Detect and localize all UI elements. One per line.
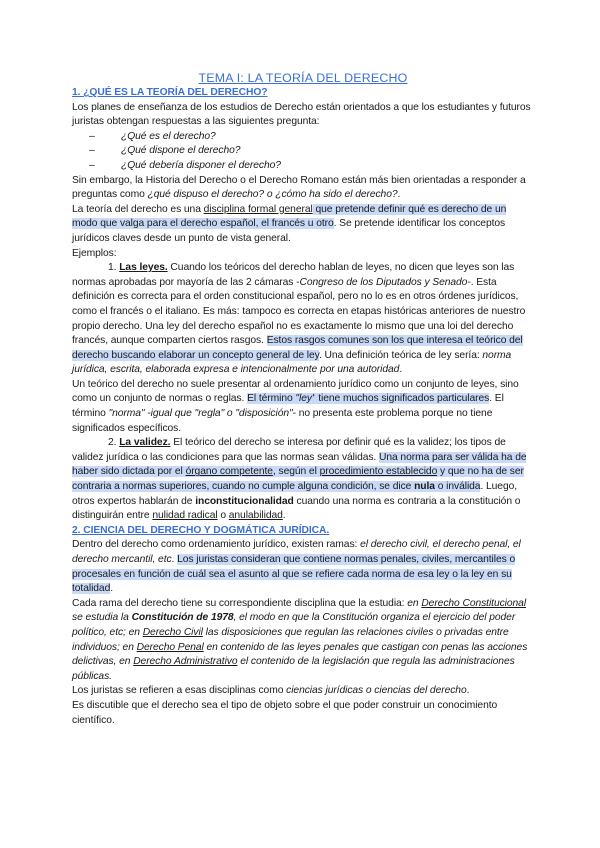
list-item: – ¿Qué dispone el derecho? <box>89 144 534 159</box>
paragraph: Sin embargo, la Historia del Derecho o el Derecho Romano están más bien orientadas a responder a preguntas como ¿qué dispuso el derecho? o ¿cómo ha sido el derecho?. <box>72 174 526 201</box>
questions-list <box>72 130 534 174</box>
section-1-intro: Los planes de enseñanza de los estudios de Derecho están orientados a que los estudiantes y futuros juristas obtengan respuestas a las siguientes pregunta: <box>72 101 531 128</box>
section-2-heading: 2. CIENCIA DEL DERECHO Y DOGMÁTICA JURÍDICA. <box>72 524 330 536</box>
document-page <box>72 70 534 728</box>
paragraph: La teoría del derecho es una disciplina formal general que pretende definir qué es derecho de un modo que valga para el derecho español, el francés u otro. Se pretende identificar los conceptos jurídicos claves desde un punto de vista general. <box>72 203 507 244</box>
document-title: TEMA I: LA TEORÍA DEL DERECHO <box>198 71 408 85</box>
highlight: Una norma para ser válida ha de haber sido dictada por el <box>72 451 527 478</box>
highlight: pretende definir qué es derecho de un modo que valga para el derecho español, el francés u otro <box>72 203 507 230</box>
paragraph: Cada rama del derecho tiene su correspondiente disciplina que la estudia: en Derecho Constitucional se estudia la Constitución de 1978, el modo en que la Constitución organiza el ejercicio del poder político, etc; en Derecho Civil las disposiciones que regulan las relaciones civiles o privadas entre individuos; en Derecho Penal en contenido de las leyes penales que castigan con penas las acciones delictivas, en Derecho Administrativo el contenido de la legislación que regula las administraciones públicas. <box>72 597 528 682</box>
example-validez: 2. La validez. El teórico del derecho se interesa por definir qué es la validez; los tipos de validez jurídica o las condiciones para que las normas sean válidas. Una norma para ser válida ha de haber sido dictada por el órgano competente, según el procedimiento establecido y que no ha de ser contraria a normas superiores, cuando no cumple alguna condición, se dice nula o inválida. Luego, otros expertos hablarán de inconstitucionalidad cuando una norma es contraria a la constitución o distinguirán entre nulidad radical o anulabilidad. <box>72 437 527 522</box>
section-1-heading: 1. ¿QUÉ ES LA TEORÍA DEL DERECHO? <box>72 87 268 98</box>
paragraph: Un teórico del derecho no suele presentar al ordenamiento jurídico como un conjunto de leyes, sino como un conjunto de normas o reglas. El término "ley" tiene muchos significados particulares. El término "norma" -igual que "regla" o "disposición"- no presenta este problema porque no tiene significados específicos. <box>72 378 519 434</box>
paragraph: Es discutible que el derecho sea el tipo de objeto sobre el que poder construir un conocimiento científico. <box>72 699 498 726</box>
examples-label: Ejemplos: <box>72 247 117 259</box>
highlight: Los juristas consideran que contiene normas penales, civiles, mercantiles o procesales en función de cuál sea el asunto al que se refiere cada norma de esa ley o la ley en su totalidad <box>72 554 516 595</box>
example-leyes: 1. Las leyes. Cuando los teóricos del derecho hablan de leyes, no dicen que leyes son las normas aprobadas por mayoría de las 2 cámaras -Congreso de los Diputados y Senado-. Esta definición es correcta para el orden constitucional español, pero no lo es en otros órdenes jurídicos, como el francés o el italiano. Es más: tampoco es correcta en etapas históricas anteriores de nuestro propio derecho. Una ley del derecho español no es exactamente lo mismo que una loi del derecho francés, aunque comparten ciertos rasgos. Estos rasgos comunes son los que interesa el teórico del derecho buscando elaborar un concepto general de ley. Una definición teórica de ley sería: norma jurídica, escrita, elaborada expresa e intencionalmente por una autoridad. <box>72 262 526 376</box>
list-item: – ¿Qué es el derecho? <box>89 130 534 145</box>
paragraph: Los juristas se refieren a esas disciplinas como ciencias jurídicas o ciencias del derecho. <box>72 685 470 697</box>
list-item: – ¿Qué debería disponer el derecho? <box>89 159 534 174</box>
highlight: Estos rasgos comunes son los que interesa el teórico del derecho buscando elaborar un concepto general de ley <box>72 335 523 361</box>
highlight: tiene muchos significados particulares <box>315 393 490 405</box>
paragraph: Dentro del derecho como ordenamiento jurídico, existen ramas: el derecho civil, el derecho penal, el derecho mercantil, etc. Los juristas consideran que contiene normas penales, civiles, mercantiles o procesales en función de cuál sea el asunto al que se refiere cada norma de esa ley o la ley en su totalidad. <box>72 539 521 595</box>
